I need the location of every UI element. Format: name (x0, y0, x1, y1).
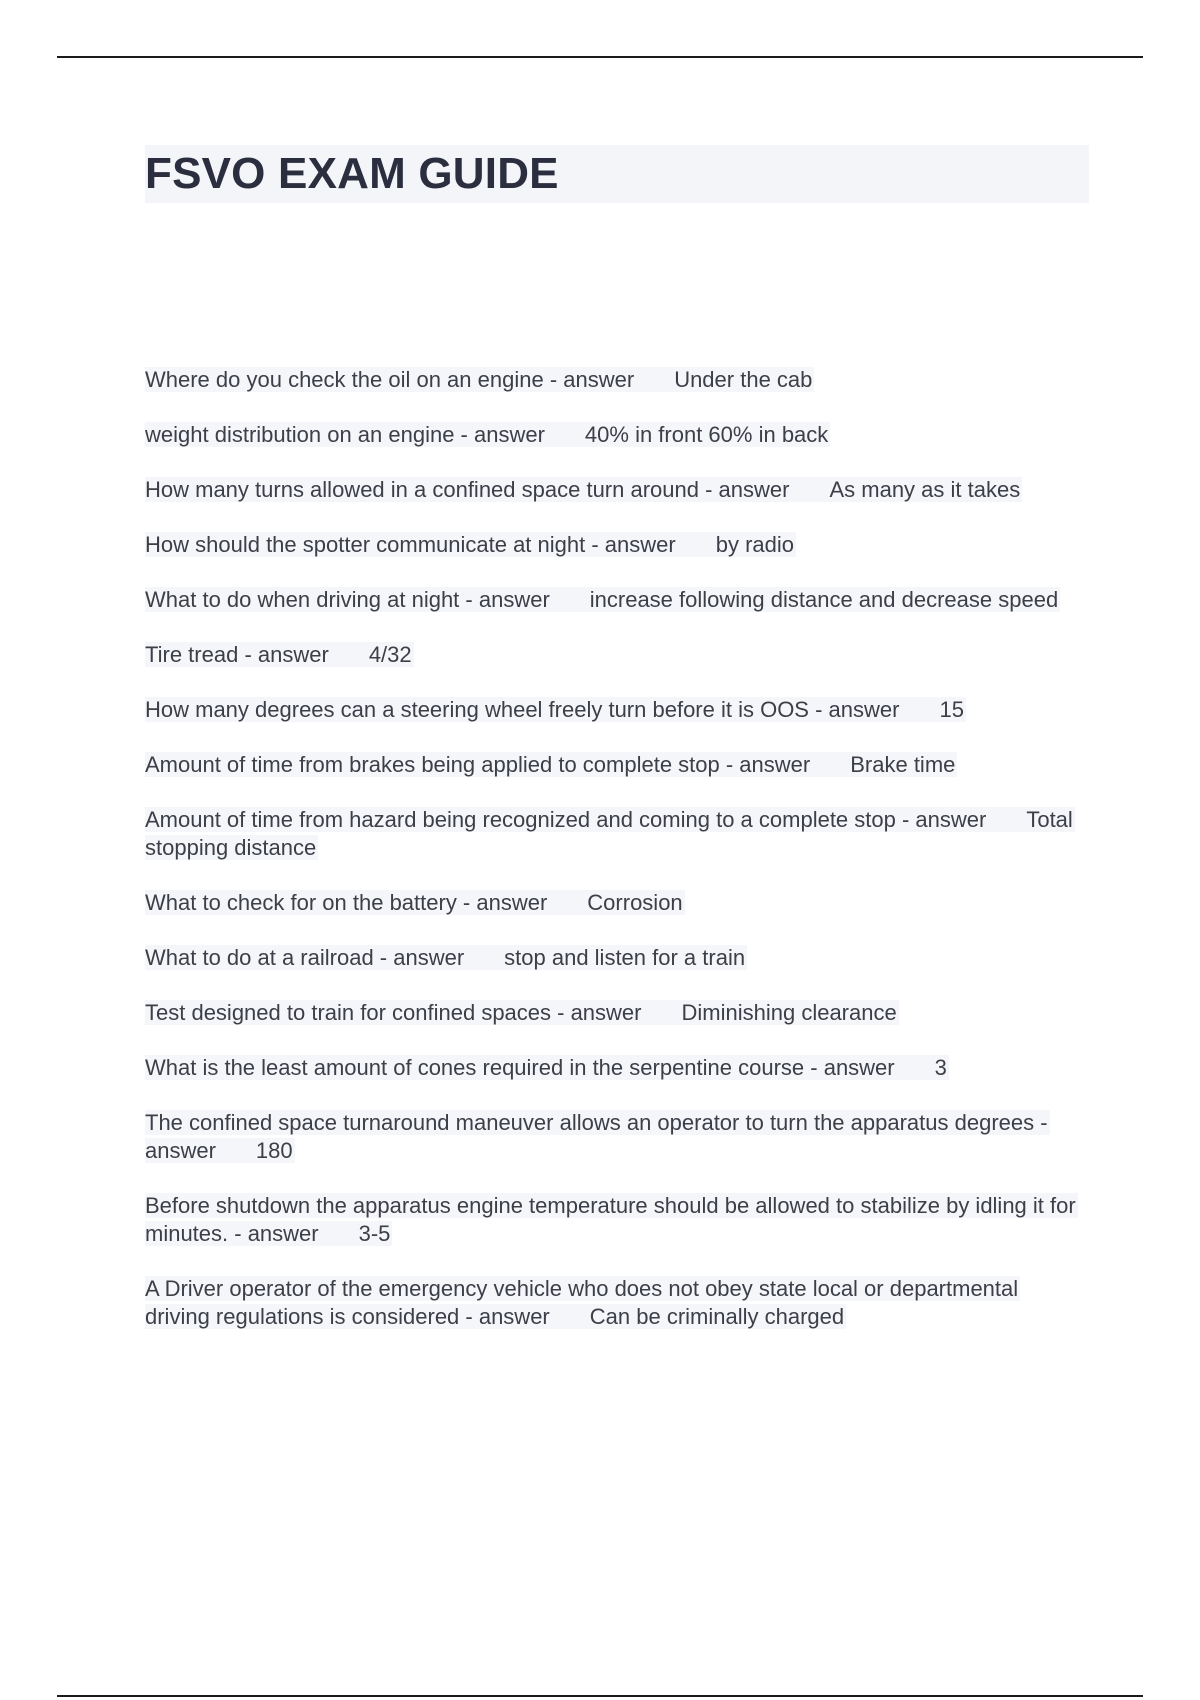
answer-text: Diminishing clearance (681, 1000, 897, 1025)
qa-item (145, 999, 1085, 1027)
answer-text: Brake time (850, 752, 956, 777)
qa-item (145, 641, 1085, 669)
question-text: How should the spotter communicate at night - answer (145, 532, 676, 557)
question-text: Amount of time from brakes being applied to complete stop - answer (145, 752, 811, 777)
question-text: Where do you check the oil on an engine - answer (145, 367, 635, 392)
bottom-divider (57, 1695, 1143, 1697)
qa-item (145, 366, 1085, 394)
answer-text: increase following distance and decrease speed (589, 587, 1059, 612)
answer-text: Under the cab (674, 367, 813, 392)
question-text: Amount of time from hazard being recognized and coming to a complete stop - answer (145, 807, 987, 832)
qa-item (145, 421, 1085, 449)
question-text: The confined space turnaround maneuver allows an operator to turn the apparatus degrees - answer (145, 1110, 1048, 1163)
answer-text: 40% in front 60% in back (584, 422, 829, 447)
qa-item (145, 1192, 1085, 1248)
qa-item (145, 751, 1085, 779)
qa-item (145, 944, 1085, 972)
qa-item (145, 1109, 1085, 1165)
qa-item (145, 889, 1085, 917)
title-block (145, 145, 1089, 203)
answer-text: 4/32 (368, 642, 412, 667)
answer-text: 180 (255, 1138, 293, 1163)
qa-item (145, 531, 1085, 559)
question-text: How many turns allowed in a confined space turn around - answer (145, 477, 790, 502)
qa-item (145, 806, 1085, 862)
qa-item (145, 476, 1085, 504)
question-text: What to do when driving at night - answer (145, 587, 550, 612)
question-text: Test designed to train for confined spaces - answer (145, 1000, 642, 1025)
qa-item (145, 1275, 1085, 1331)
answer-text: Can be criminally charged (589, 1304, 845, 1329)
answer-text: 15 (939, 697, 964, 722)
question-text: What to do at a railroad - answer (145, 945, 465, 970)
question-text: weight distribution on an engine - answer (145, 422, 545, 447)
question-text: How many degrees can a steering wheel freely turn before it is OOS - answer (145, 697, 900, 722)
qa-list (145, 366, 1085, 1358)
qa-item (145, 1054, 1085, 1082)
question-text: Tire tread - answer (145, 642, 329, 667)
answer-text: by radio (715, 532, 794, 557)
page-title: FSVO EXAM GUIDE (145, 149, 559, 198)
answer-text: As many as it takes (829, 477, 1021, 502)
answer-text: Total stopping distance (145, 807, 1073, 860)
question-text: A Driver operator of the emergency vehicle who does not obey state local or departmental driving regulations is considered - answer (145, 1276, 1019, 1329)
qa-item (145, 696, 1085, 724)
qa-item (145, 586, 1085, 614)
question-text: Before shutdown the apparatus engine temperature should be allowed to stabilize by idling it for minutes. - answer (145, 1193, 1076, 1246)
question-text: What to check for on the battery - answer (145, 890, 548, 915)
answer-text: 3 (934, 1055, 947, 1080)
question-text: What is the least amount of cones required in the serpentine course - answer (145, 1055, 895, 1080)
answer-text: Corrosion (587, 890, 683, 915)
answer-text: 3-5 (358, 1221, 391, 1246)
top-divider (57, 56, 1143, 58)
answer-text: stop and listen for a train (504, 945, 746, 970)
